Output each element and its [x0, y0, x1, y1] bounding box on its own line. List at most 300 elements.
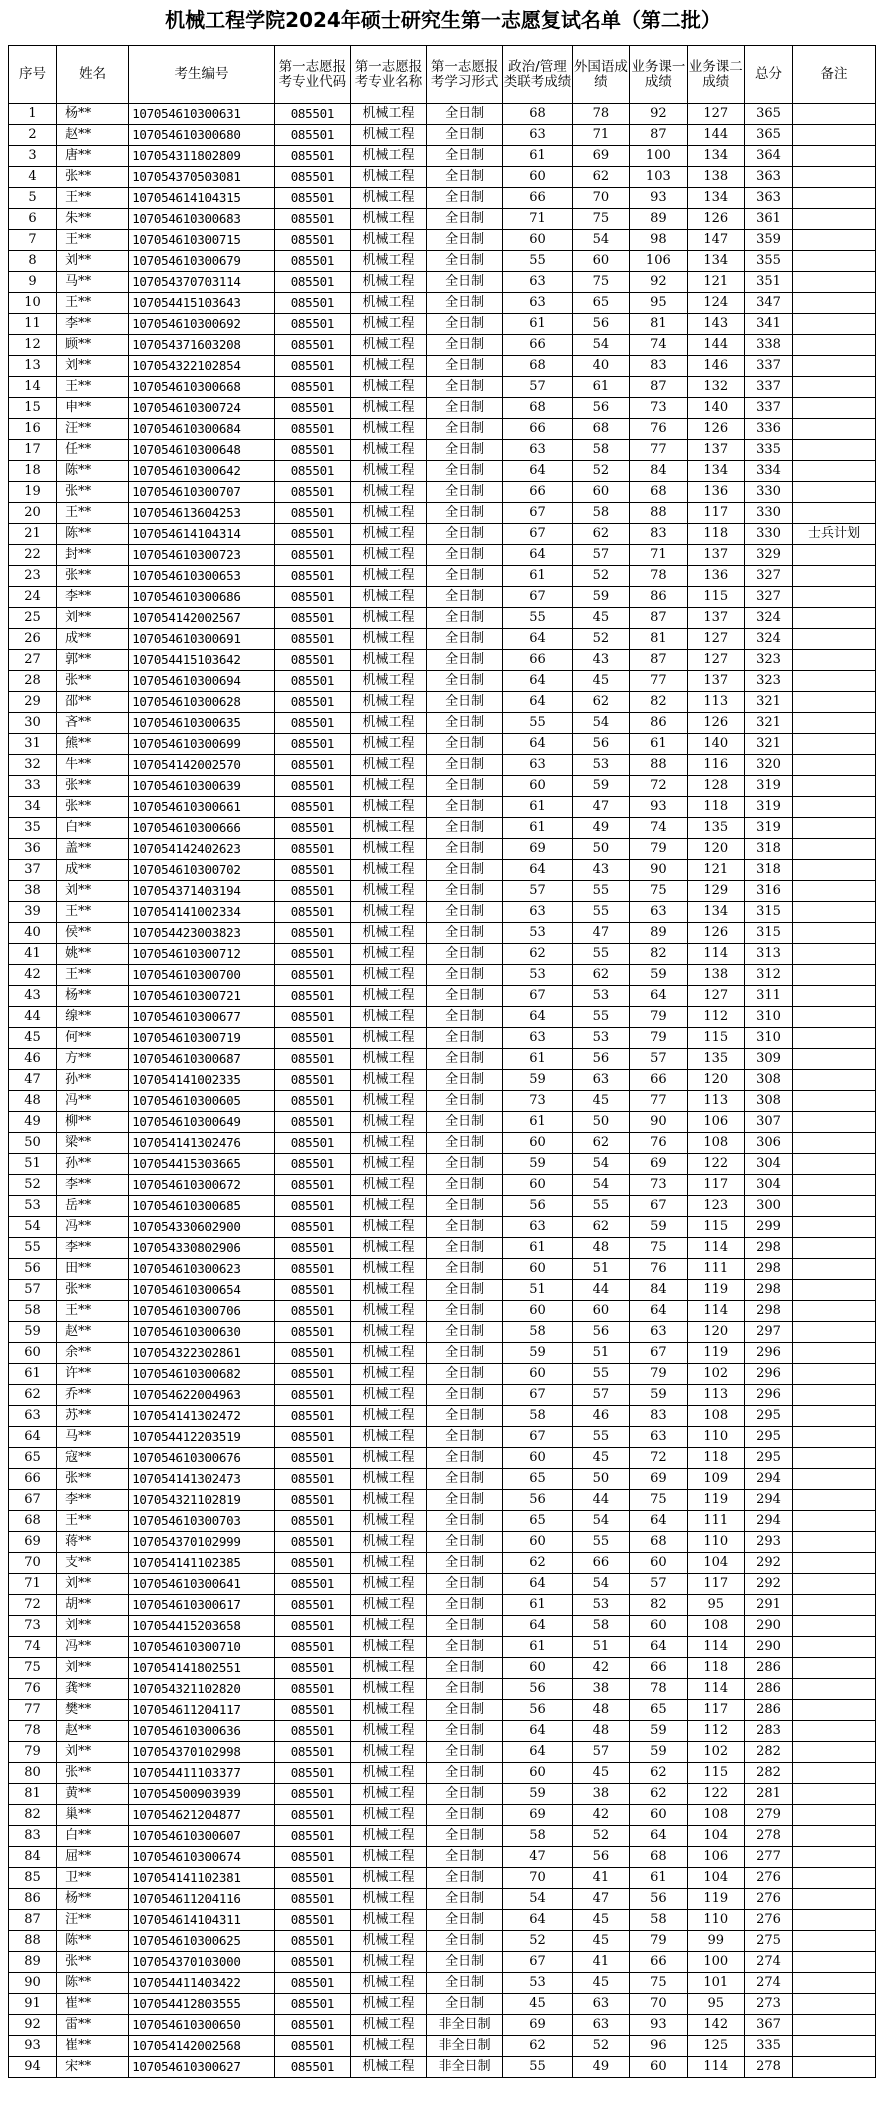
cell-name: 缐**: [57, 1007, 129, 1028]
cell-study-mode: 全日制: [427, 1343, 503, 1364]
cell-remark: [793, 692, 876, 713]
cell-major-code: 085501: [274, 1448, 350, 1469]
cell-subject1-score: 82: [630, 944, 687, 965]
cell-study-mode: 全日制: [427, 1406, 503, 1427]
cell-total-score: 324: [745, 608, 793, 629]
cell-major-name: 机械工程: [350, 293, 426, 314]
cell-name: 王**: [57, 293, 129, 314]
cell-remark: [793, 419, 876, 440]
cell-subject2-score: 127: [687, 629, 744, 650]
cell-exam-id: 107054614104315: [129, 188, 275, 209]
cell-major-code: 085501: [274, 755, 350, 776]
cell-major-code: 085501: [274, 545, 350, 566]
cell-study-mode: 全日制: [427, 1679, 503, 1700]
cell-exam-id: 107054371403194: [129, 881, 275, 902]
cell-remark: [793, 1154, 876, 1175]
cell-remark: [793, 839, 876, 860]
cell-major-name: 机械工程: [350, 839, 426, 860]
cell-major-code: 085501: [274, 1238, 350, 1259]
cell-foreign-language-score: 55: [572, 1427, 629, 1448]
cell-major-code: 085501: [274, 1364, 350, 1385]
cell-seq: 23: [9, 566, 57, 587]
cell-foreign-language-score: 56: [572, 734, 629, 755]
cell-major-name: 机械工程: [350, 1007, 426, 1028]
cell-subject1-score: 61: [630, 734, 687, 755]
cell-foreign-language-score: 45: [572, 1448, 629, 1469]
cell-name: 龚**: [57, 1679, 129, 1700]
cell-name: 赵**: [57, 1322, 129, 1343]
table-row: [9, 1259, 876, 1280]
cell-remark: [793, 1532, 876, 1553]
cell-total-score: 294: [745, 1511, 793, 1532]
cell-subject2-score: 137: [687, 671, 744, 692]
cell-name: 苏**: [57, 1406, 129, 1427]
cell-subject2-score: 118: [687, 797, 744, 818]
cell-politics-score: 61: [503, 797, 572, 818]
cell-major-code: 085501: [274, 1175, 350, 1196]
cell-major-code: 085501: [274, 1091, 350, 1112]
cell-total-score: 300: [745, 1196, 793, 1217]
cell-study-mode: 全日制: [427, 1805, 503, 1826]
cell-seq: 39: [9, 902, 57, 923]
cell-subject1-score: 65: [630, 1700, 687, 1721]
cell-study-mode: 全日制: [427, 356, 503, 377]
cell-subject2-score: 137: [687, 608, 744, 629]
cell-total-score: 324: [745, 629, 793, 650]
table-row: [9, 230, 876, 251]
table-row: [9, 923, 876, 944]
cell-major-code: 085501: [274, 335, 350, 356]
cell-exam-id: 107054610300707: [129, 482, 275, 503]
cell-name: 王**: [57, 965, 129, 986]
cell-remark: [793, 1091, 876, 1112]
cell-subject2-score: 112: [687, 1007, 744, 1028]
cell-total-score: 276: [745, 1868, 793, 1889]
cell-seq: 59: [9, 1322, 57, 1343]
cell-subject1-score: 79: [630, 839, 687, 860]
cell-subject2-score: 108: [687, 1805, 744, 1826]
cell-politics-score: 60: [503, 230, 572, 251]
cell-foreign-language-score: 45: [572, 1763, 629, 1784]
cell-study-mode: 全日制: [427, 1553, 503, 1574]
cell-major-code: 085501: [274, 1595, 350, 1616]
cell-foreign-language-score: 60: [572, 482, 629, 503]
header-seq: 序号: [9, 46, 57, 104]
cell-major-code: 085501: [274, 860, 350, 881]
cell-seq: 11: [9, 314, 57, 335]
cell-major-code: 085501: [274, 965, 350, 986]
cell-seq: 36: [9, 839, 57, 860]
cell-subject1-score: 77: [630, 1091, 687, 1112]
cell-politics-score: 64: [503, 1742, 572, 1763]
cell-major-name: 机械工程: [350, 1721, 426, 1742]
cell-study-mode: 全日制: [427, 1070, 503, 1091]
cell-total-score: 319: [745, 797, 793, 818]
cell-subject2-score: 114: [687, 944, 744, 965]
cell-exam-id: 107054610300692: [129, 314, 275, 335]
cell-major-code: 085501: [274, 524, 350, 545]
cell-total-score: 321: [745, 713, 793, 734]
cell-seq: 48: [9, 1091, 57, 1112]
cell-subject1-score: 60: [630, 1805, 687, 1826]
cell-total-score: 313: [745, 944, 793, 965]
cell-study-mode: 全日制: [427, 1301, 503, 1322]
cell-remark: [793, 1427, 876, 1448]
cell-major-code: 085501: [274, 1553, 350, 1574]
cell-foreign-language-score: 60: [572, 251, 629, 272]
cell-politics-score: 68: [503, 356, 572, 377]
cell-major-code: 085501: [274, 1994, 350, 2015]
cell-exam-id: 107054610300674: [129, 1847, 275, 1868]
cell-subject1-score: 90: [630, 860, 687, 881]
cell-study-mode: 全日制: [427, 1049, 503, 1070]
cell-seq: 42: [9, 965, 57, 986]
cell-seq: 16: [9, 419, 57, 440]
cell-politics-score: 66: [503, 482, 572, 503]
cell-subject1-score: 92: [630, 104, 687, 125]
cell-study-mode: 全日制: [427, 1595, 503, 1616]
cell-study-mode: 全日制: [427, 965, 503, 986]
cell-politics-score: 54: [503, 1889, 572, 1910]
cell-name: 张**: [57, 1952, 129, 1973]
cell-name: 屈**: [57, 1847, 129, 1868]
cell-politics-score: 60: [503, 1763, 572, 1784]
cell-foreign-language-score: 62: [572, 167, 629, 188]
cell-politics-score: 45: [503, 1994, 572, 2015]
cell-seq: 26: [9, 629, 57, 650]
cell-seq: 32: [9, 755, 57, 776]
table-row: [9, 608, 876, 629]
cell-major-name: 机械工程: [350, 755, 426, 776]
cell-total-score: 361: [745, 209, 793, 230]
cell-major-name: 机械工程: [350, 1469, 426, 1490]
cell-exam-id: 107054321102820: [129, 1679, 275, 1700]
cell-study-mode: 全日制: [427, 671, 503, 692]
cell-total-score: 296: [745, 1343, 793, 1364]
cell-major-name: 机械工程: [350, 1574, 426, 1595]
cell-seq: 62: [9, 1385, 57, 1406]
cell-major-code: 085501: [274, 1742, 350, 1763]
cell-study-mode: 全日制: [427, 314, 503, 335]
cell-subject1-score: 70: [630, 1994, 687, 2015]
table-row: [9, 272, 876, 293]
cell-name: 张**: [57, 1763, 129, 1784]
cell-subject2-score: 136: [687, 482, 744, 503]
cell-seq: 85: [9, 1868, 57, 1889]
cell-total-score: 337: [745, 356, 793, 377]
table-row: [9, 860, 876, 881]
cell-subject2-score: 125: [687, 2036, 744, 2057]
cell-name: 乔**: [57, 1385, 129, 1406]
cell-subject2-score: 114: [687, 1301, 744, 1322]
cell-exam-id: 107054371603208: [129, 335, 275, 356]
cell-seq: 10: [9, 293, 57, 314]
cell-exam-id: 107054141002335: [129, 1070, 275, 1091]
cell-subject1-score: 59: [630, 1217, 687, 1238]
cell-exam-id: 107054610300672: [129, 1175, 275, 1196]
cell-major-code: 085501: [274, 1385, 350, 1406]
cell-politics-score: 60: [503, 1259, 572, 1280]
cell-study-mode: 全日制: [427, 650, 503, 671]
cell-exam-id: 107054370102998: [129, 1742, 275, 1763]
cell-exam-id: 107054415303665: [129, 1154, 275, 1175]
cell-politics-score: 69: [503, 839, 572, 860]
table-row: [9, 398, 876, 419]
cell-subject1-score: 61: [630, 1868, 687, 1889]
cell-subject1-score: 72: [630, 776, 687, 797]
cell-subject2-score: 119: [687, 1889, 744, 1910]
cell-total-score: 304: [745, 1154, 793, 1175]
cell-major-name: 机械工程: [350, 1994, 426, 2015]
cell-study-mode: 全日制: [427, 188, 503, 209]
cell-major-code: 085501: [274, 1280, 350, 1301]
cell-foreign-language-score: 55: [572, 881, 629, 902]
table-row: [9, 1847, 876, 1868]
cell-politics-score: 61: [503, 818, 572, 839]
cell-foreign-language-score: 47: [572, 1889, 629, 1910]
cell-study-mode: 全日制: [427, 104, 503, 125]
cell-major-name: 机械工程: [350, 1490, 426, 1511]
cell-subject1-score: 92: [630, 272, 687, 293]
cell-study-mode: 全日制: [427, 1448, 503, 1469]
cell-name: 许**: [57, 1364, 129, 1385]
cell-major-code: 085501: [274, 1301, 350, 1322]
cell-remark: [793, 1070, 876, 1091]
cell-seq: 24: [9, 587, 57, 608]
cell-major-code: 085501: [274, 377, 350, 398]
cell-seq: 21: [9, 524, 57, 545]
cell-foreign-language-score: 57: [572, 1742, 629, 1763]
table-row: [9, 1931, 876, 1952]
cell-subject2-score: 132: [687, 377, 744, 398]
cell-study-mode: 全日制: [427, 839, 503, 860]
cell-exam-id: 107054141102381: [129, 1868, 275, 1889]
cell-remark: [793, 230, 876, 251]
cell-subject1-score: 62: [630, 1763, 687, 1784]
cell-subject2-score: 118: [687, 1658, 744, 1679]
cell-major-name: 机械工程: [350, 314, 426, 335]
table-row: [9, 566, 876, 587]
cell-total-score: 330: [745, 503, 793, 524]
cell-seq: 87: [9, 1910, 57, 1931]
cell-subject2-score: 138: [687, 167, 744, 188]
cell-foreign-language-score: 71: [572, 125, 629, 146]
cell-total-score: 319: [745, 818, 793, 839]
cell-politics-score: 65: [503, 1469, 572, 1490]
cell-study-mode: 全日制: [427, 587, 503, 608]
cell-foreign-language-score: 53: [572, 755, 629, 776]
cell-seq: 15: [9, 398, 57, 419]
cell-major-code: 085501: [274, 2036, 350, 2057]
cell-politics-score: 61: [503, 314, 572, 335]
cell-seq: 2: [9, 125, 57, 146]
cell-subject2-score: 137: [687, 545, 744, 566]
cell-study-mode: 全日制: [427, 335, 503, 356]
cell-subject1-score: 90: [630, 1112, 687, 1133]
cell-foreign-language-score: 52: [572, 461, 629, 482]
table-row: [9, 1217, 876, 1238]
table-row: [9, 1091, 876, 1112]
cell-subject2-score: 117: [687, 503, 744, 524]
table-row: [9, 1364, 876, 1385]
cell-foreign-language-score: 53: [572, 1595, 629, 1616]
cell-remark: [793, 1175, 876, 1196]
cell-foreign-language-score: 56: [572, 1322, 629, 1343]
cell-study-mode: 全日制: [427, 1112, 503, 1133]
cell-study-mode: 全日制: [427, 230, 503, 251]
cell-seq: 81: [9, 1784, 57, 1805]
cell-major-name: 机械工程: [350, 2036, 426, 2057]
cell-foreign-language-score: 63: [572, 1070, 629, 1091]
cell-remark: [793, 1259, 876, 1280]
cell-exam-id: 107054311802809: [129, 146, 275, 167]
cell-major-name: 机械工程: [350, 1091, 426, 1112]
cell-exam-id: 107054610300706: [129, 1301, 275, 1322]
table-row: [9, 1700, 876, 1721]
cell-major-code: 085501: [274, 1154, 350, 1175]
cell-name: 余**: [57, 1343, 129, 1364]
cell-total-score: 296: [745, 1385, 793, 1406]
cell-subject1-score: 57: [630, 1049, 687, 1070]
table-row: [9, 1826, 876, 1847]
cell-seq: 27: [9, 650, 57, 671]
cell-total-score: 282: [745, 1742, 793, 1763]
cell-seq: 82: [9, 1805, 57, 1826]
cell-subject2-score: 112: [687, 1721, 744, 1742]
cell-total-score: 341: [745, 314, 793, 335]
cell-exam-id: 107054610300723: [129, 545, 275, 566]
cell-subject2-score: 117: [687, 1700, 744, 1721]
cell-name: 雷**: [57, 2015, 129, 2036]
cell-major-name: 机械工程: [350, 1973, 426, 1994]
cell-foreign-language-score: 63: [572, 1994, 629, 2015]
cell-major-code: 085501: [274, 293, 350, 314]
cell-subject2-score: 126: [687, 923, 744, 944]
cell-foreign-language-score: 54: [572, 1154, 629, 1175]
cell-major-name: 机械工程: [350, 188, 426, 209]
cell-politics-score: 61: [503, 146, 572, 167]
cell-subject2-score: 114: [687, 1679, 744, 1700]
table-row: [9, 1070, 876, 1091]
cell-politics-score: 56: [503, 1490, 572, 1511]
cell-seq: 84: [9, 1847, 57, 1868]
cell-subject2-score: 115: [687, 587, 744, 608]
cell-seq: 9: [9, 272, 57, 293]
cell-foreign-language-score: 50: [572, 1469, 629, 1490]
cell-name: 侯**: [57, 923, 129, 944]
cell-name: 陈**: [57, 524, 129, 545]
cell-major-code: 085501: [274, 776, 350, 797]
cell-subject1-score: 93: [630, 2015, 687, 2036]
cell-exam-id: 107054610300715: [129, 230, 275, 251]
cell-remark: [793, 713, 876, 734]
cell-major-name: 机械工程: [350, 566, 426, 587]
table-row: [9, 1448, 876, 1469]
cell-major-name: 机械工程: [350, 1889, 426, 1910]
cell-seq: 49: [9, 1112, 57, 1133]
cell-total-score: 298: [745, 1238, 793, 1259]
cell-major-name: 机械工程: [350, 1154, 426, 1175]
cell-foreign-language-score: 54: [572, 1574, 629, 1595]
cell-major-code: 085501: [274, 797, 350, 818]
header-exam-id: 考生编号: [129, 46, 275, 104]
cell-total-score: 292: [745, 1574, 793, 1595]
cell-subject1-score: 96: [630, 2036, 687, 2057]
cell-exam-id: 107054412803555: [129, 1994, 275, 2015]
cell-name: 岳**: [57, 1196, 129, 1217]
cell-seq: 40: [9, 923, 57, 944]
cell-total-score: 318: [745, 839, 793, 860]
cell-subject2-score: 120: [687, 1070, 744, 1091]
cell-major-name: 机械工程: [350, 1217, 426, 1238]
cell-foreign-language-score: 60: [572, 1301, 629, 1322]
cell-total-score: 321: [745, 734, 793, 755]
cell-major-code: 085501: [274, 692, 350, 713]
cell-seq: 90: [9, 1973, 57, 1994]
cell-name: 李**: [57, 1175, 129, 1196]
cell-foreign-language-score: 62: [572, 524, 629, 545]
table-row: [9, 377, 876, 398]
cell-politics-score: 60: [503, 1301, 572, 1322]
cell-foreign-language-score: 55: [572, 1532, 629, 1553]
cell-major-code: 085501: [274, 1826, 350, 1847]
cell-subject1-score: 72: [630, 1448, 687, 1469]
cell-study-mode: 全日制: [427, 146, 503, 167]
cell-politics-score: 56: [503, 1679, 572, 1700]
cell-total-score: 335: [745, 2036, 793, 2057]
cell-exam-id: 107054141102385: [129, 1553, 275, 1574]
cell-name: 唐**: [57, 146, 129, 167]
cell-name: 王**: [57, 1301, 129, 1322]
table-row: [9, 1511, 876, 1532]
cell-subject2-score: 113: [687, 692, 744, 713]
cell-major-code: 085501: [274, 1133, 350, 1154]
cell-subject1-score: 74: [630, 335, 687, 356]
table-row: [9, 1280, 876, 1301]
cell-foreign-language-score: 52: [572, 1826, 629, 1847]
cell-seq: 76: [9, 1679, 57, 1700]
cell-total-score: 295: [745, 1448, 793, 1469]
cell-foreign-language-score: 62: [572, 692, 629, 713]
cell-remark: [793, 1847, 876, 1868]
cell-politics-score: 61: [503, 1637, 572, 1658]
cell-seq: 22: [9, 545, 57, 566]
cell-exam-id: 107054610300685: [129, 1196, 275, 1217]
cell-seq: 74: [9, 1637, 57, 1658]
cell-politics-score: 56: [503, 1700, 572, 1721]
cell-major-name: 机械工程: [350, 125, 426, 146]
cell-seq: 5: [9, 188, 57, 209]
cell-major-code: 085501: [274, 1049, 350, 1070]
cell-seq: 45: [9, 1028, 57, 1049]
table-row: [9, 1637, 876, 1658]
cell-politics-score: 67: [503, 587, 572, 608]
cell-exam-id: 107054141802551: [129, 1658, 275, 1679]
cell-study-mode: 全日制: [427, 923, 503, 944]
cell-subject2-score: 118: [687, 524, 744, 545]
cell-major-code: 085501: [274, 1259, 350, 1280]
cell-subject1-score: 63: [630, 1322, 687, 1343]
cell-name: 汪**: [57, 419, 129, 440]
cell-subject2-score: 144: [687, 335, 744, 356]
cell-remark: [793, 1952, 876, 1973]
cell-foreign-language-score: 48: [572, 1700, 629, 1721]
cell-total-score: 312: [745, 965, 793, 986]
cell-seq: 46: [9, 1049, 57, 1070]
cell-exam-id: 107054610300630: [129, 1322, 275, 1343]
table-body: [9, 104, 876, 2078]
cell-politics-score: 70: [503, 1868, 572, 1889]
